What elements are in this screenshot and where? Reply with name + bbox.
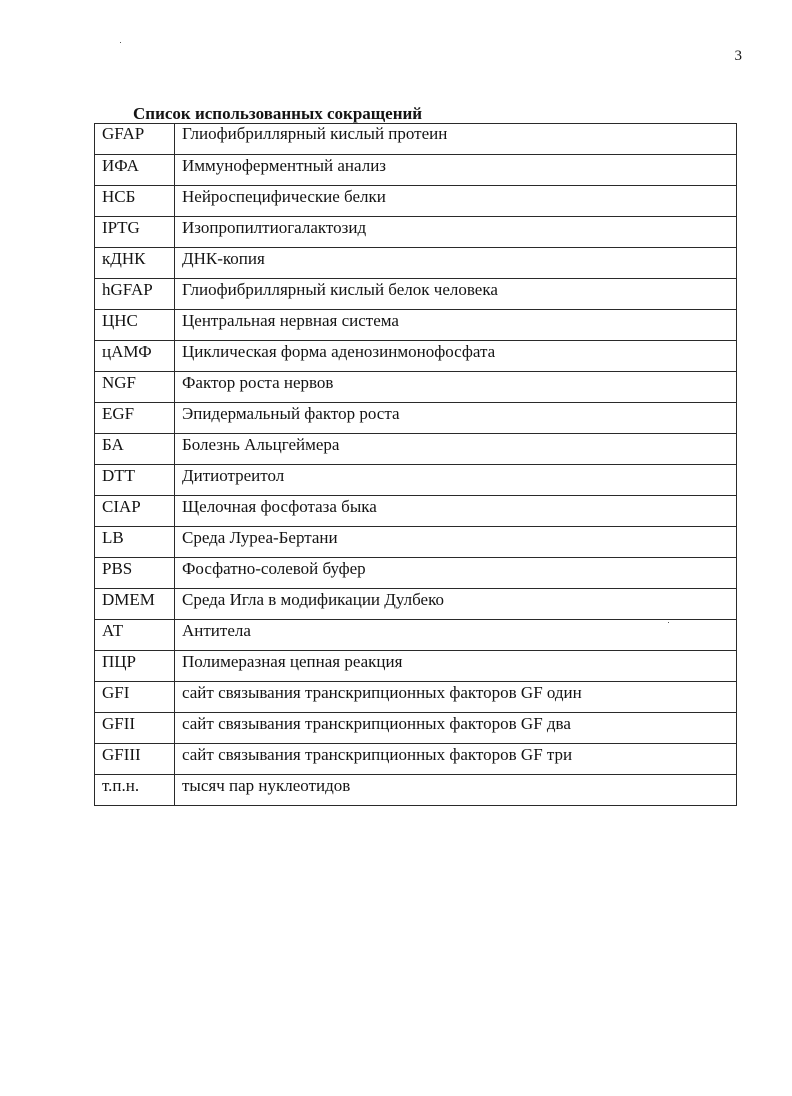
table-row [95, 465, 737, 496]
table-row [95, 279, 737, 310]
table-row [95, 372, 737, 403]
meaning-cell: Эпидермальный фактор роста [175, 403, 737, 434]
table-row [95, 651, 737, 682]
table-row [95, 620, 737, 651]
table-row [95, 341, 737, 372]
abbreviation-cell: т.п.н. [95, 775, 175, 806]
table-row [95, 775, 737, 806]
meaning-cell: Полимеразная цепная реакция [175, 651, 737, 682]
meaning-cell: Антитела [175, 620, 737, 651]
abbreviation-cell: PBS [95, 558, 175, 589]
abbreviation-cell: GFIII [95, 744, 175, 775]
meaning-cell: Щелочная фосфотаза быка [175, 496, 737, 527]
meaning-cell: сайт связывания транскрипционных факторов GF два [175, 713, 737, 744]
meaning-cell: Среда Игла в модификации Дулбеко [175, 589, 737, 620]
abbreviation-cell: hGFAP [95, 279, 175, 310]
abbreviation-cell: АТ [95, 620, 175, 651]
meaning-cell: Болезнь Альцгеймера [175, 434, 737, 465]
abbreviation-cell: БА [95, 434, 175, 465]
scan-speck [120, 42, 121, 43]
meaning-cell: ДНК-копия [175, 248, 737, 279]
meaning-cell: Фосфатно-солевой буфер [175, 558, 737, 589]
abbreviation-cell: NGF [95, 372, 175, 403]
table-row [95, 682, 737, 713]
abbreviation-cell: DTT [95, 465, 175, 496]
abbreviations-table [94, 123, 737, 806]
abbreviation-cell: цАМФ [95, 341, 175, 372]
meaning-cell: сайт связывания транскрипционных факторов GF три [175, 744, 737, 775]
abbreviation-cell: GFII [95, 713, 175, 744]
abbreviations-table-body [95, 124, 737, 806]
meaning-cell: Изопропилтиогалактозид [175, 217, 737, 248]
meaning-cell: Иммуноферментный анализ [175, 155, 737, 186]
abbreviation-cell: ПЦР [95, 651, 175, 682]
table-row [95, 589, 737, 620]
abbreviation-cell: EGF [95, 403, 175, 434]
meaning-cell: Среда Луреа-Бертани [175, 527, 737, 558]
meaning-cell: Глиофибриллярный кислый протеин [175, 124, 737, 155]
abbreviation-cell: LB [95, 527, 175, 558]
meaning-cell: Нейроспецифические белки [175, 186, 737, 217]
abbreviation-cell: НСБ [95, 186, 175, 217]
abbreviation-cell: CIAP [95, 496, 175, 527]
table-row [95, 155, 737, 186]
abbreviation-cell: ИФА [95, 155, 175, 186]
meaning-cell: Циклическая форма аденозинмонофосфата [175, 341, 737, 372]
meaning-cell: Дитиотреитол [175, 465, 737, 496]
table-row [95, 217, 737, 248]
meaning-cell: тысяч пар нуклеотидов [175, 775, 737, 806]
document-title: Список использованных сокращений [133, 104, 423, 123]
table-row [95, 186, 737, 217]
abbreviation-cell: IPTG [95, 217, 175, 248]
abbreviation-cell: GFI [95, 682, 175, 713]
abbreviation-cell: DMEM [95, 589, 175, 620]
meaning-cell: Центральная нервная система [175, 310, 737, 341]
table-row [95, 558, 737, 589]
abbreviation-cell: ЦНС [95, 310, 175, 341]
table-row [95, 496, 737, 527]
abbreviation-cell: GFAP [95, 124, 175, 155]
table-row [95, 124, 737, 155]
table-row [95, 744, 737, 775]
table-row [95, 403, 737, 434]
abbreviation-cell: кДНК [95, 248, 175, 279]
table-row [95, 310, 737, 341]
meaning-cell: Глиофибриллярный кислый белок человека [175, 279, 737, 310]
meaning-cell: Фактор роста нервов [175, 372, 737, 403]
meaning-cell: сайт связывания транскрипционных факторов GF один [175, 682, 737, 713]
table-row [95, 527, 737, 558]
table-row [95, 713, 737, 744]
page-number: 3 [734, 48, 742, 64]
table-row [95, 434, 737, 465]
table-row [95, 248, 737, 279]
